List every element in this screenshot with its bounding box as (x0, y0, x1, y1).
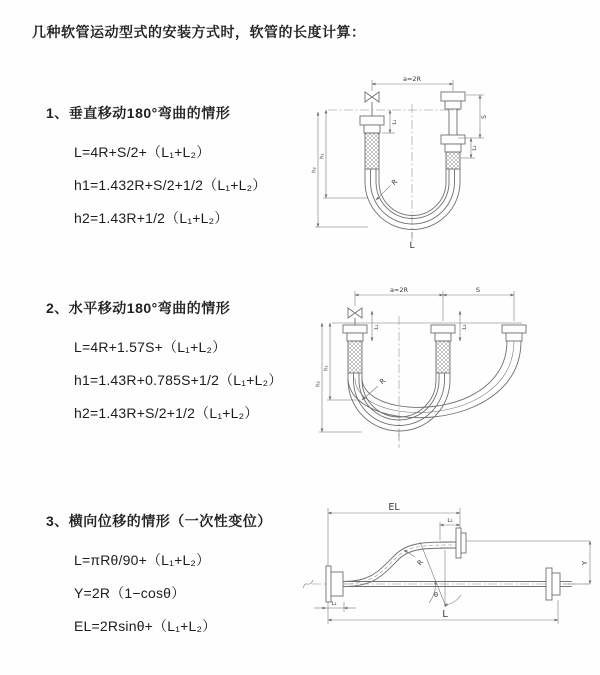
diagram-horizontal-180-bend (310, 280, 600, 460)
s-label: S (481, 115, 488, 119)
dimension-el (328, 502, 460, 513)
radius-annotation (404, 550, 425, 567)
formula-h1: h1=1.432R+S/2+1/2（L₁+L₂） (74, 176, 267, 193)
diagram-vertical-180-bend (310, 70, 600, 260)
page-title: 几种软管运动型式的安装方式时，软管的长度计算： (32, 24, 366, 40)
formula-l: L=4R+S/2+（L₁+L₂） (74, 143, 211, 160)
l2-label: L₂ (462, 324, 468, 330)
length-annotation (409, 232, 414, 251)
formula-h1: h1=1.43R+0.785S+1/2（L₁+L₂） (74, 371, 283, 388)
dimension-l2 (460, 311, 468, 341)
left-pipe-fitting (360, 116, 384, 169)
l1-label: L₁ (331, 601, 337, 607)
l1-label: L₁ (374, 324, 380, 330)
dimension-s (443, 286, 514, 295)
s-label: S (475, 286, 481, 294)
dimension-h2 (312, 112, 369, 227)
angle-theta (420, 542, 461, 607)
upper-flange (440, 528, 466, 558)
section-2-heading: 2、水平移动180°弯曲的情形 (46, 300, 231, 316)
formula-el: EL=2Rsinθ+（L₁+L₂） (74, 617, 217, 634)
moved-pipe-fitting (502, 325, 526, 341)
right-pipe-fitting (441, 92, 465, 169)
el-label: EL (388, 502, 400, 513)
l1-label: L₁ (392, 119, 398, 125)
formula-h2: h2=1.43R+S/2+1/2（L₁+L₂） (74, 404, 259, 421)
left-pipe-fitting (343, 325, 367, 373)
hose-u-bend (365, 169, 460, 230)
l2-label: L₂ (447, 518, 453, 524)
hose-s-curve (343, 542, 456, 587)
theta-label: θ (434, 591, 438, 599)
section-2 (46, 298, 316, 429)
valve-icon (365, 92, 379, 116)
formula-l: L=4R+1.57S+（L₁+L₂） (74, 338, 227, 355)
section-1 (46, 103, 316, 234)
dimension-a2r (355, 286, 443, 295)
h1-label: h₁ (319, 153, 326, 159)
pipe-axis-break-mark (303, 580, 313, 588)
formula-h2: h2=1.43R+1/2（L₁+L₂） (74, 209, 229, 226)
dimension-l (328, 600, 558, 624)
a2r-label: a=2R (389, 286, 409, 294)
left-flange (326, 566, 343, 602)
l-label: L (409, 241, 415, 251)
l-label: L (442, 609, 448, 620)
middle-pipe-fitting (431, 325, 455, 373)
radius-annotation (362, 377, 387, 400)
h2-label: h₂ (311, 167, 318, 173)
hose-u-bend-shifted (348, 341, 521, 418)
section-3 (46, 511, 316, 642)
y-label: Y (581, 560, 589, 566)
h1-label: h₁ (323, 365, 330, 371)
formula-y: Y=2R（1−cosθ） (74, 584, 186, 601)
section-3-heading: 3、横向位移的情形（一次性变位） (46, 513, 272, 529)
h2-label: h₂ (315, 381, 322, 387)
r-label: R (415, 558, 426, 568)
r-label: R (378, 376, 388, 387)
dimension-l1 (372, 311, 380, 341)
valve-icon (348, 308, 362, 325)
dimension-y (581, 541, 590, 584)
r-label: R (390, 177, 400, 188)
a2r-label: a=2R (402, 75, 422, 83)
formula-l: L=πRθ/90+（L₁+L₂） (74, 551, 211, 568)
dimension-l1 (314, 601, 356, 612)
section-1-heading: 1、垂直移动180°弯曲的情形 (46, 105, 231, 121)
diagram-lateral-displacement (300, 500, 600, 640)
l2-label: L₂ (472, 145, 478, 151)
dimension-a2r (372, 75, 453, 91)
